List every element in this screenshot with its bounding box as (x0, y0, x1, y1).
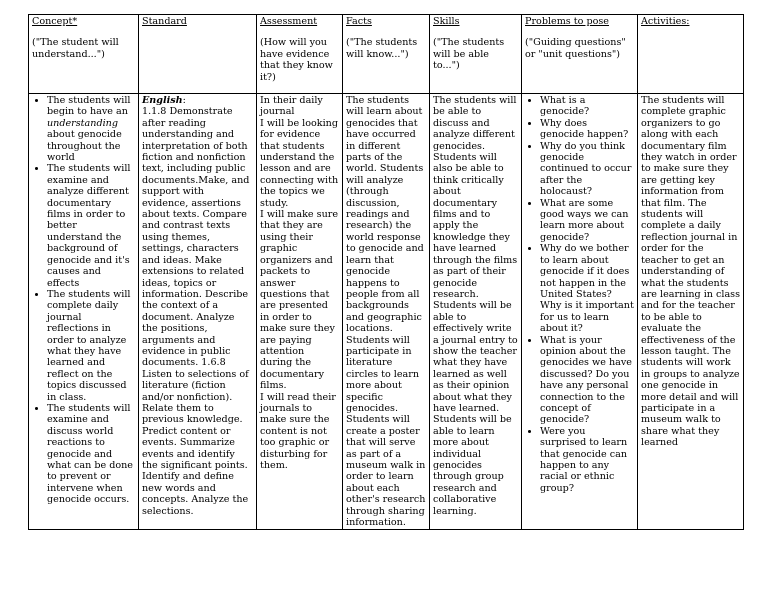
concept-heading: Concept* (32, 16, 78, 27)
question-item: • Why does genocide happen? (540, 118, 634, 141)
concept-item: • The students will examine and discuss world reactions to genocide and what can be done to prevent or intervene when genocide occurs. (47, 403, 135, 506)
facts-text: The students will learn about genocides that have occurred in different parts of the world. Students will analyze (through discussion, readings and research) the world response to genocide and learn that genocide happens to people from all backgrounds and geographic locations. Students will participate in literature circles to learn more about specific genocides. Students will create a poster that will serve as part of a museum walk in order to learn about each other's research through sharing information. (346, 95, 426, 529)
question-item: • What is a genocide? (540, 95, 634, 118)
facts-subheading: ("The students will know...") (346, 37, 418, 60)
activities-text: The students will complete graphic organizers to go along with each documentary film they watch in order to make sure they are getting key information from that film. The students will complete a daily reflection journal in order for the teacher to get an understanding of what the students are learning in class and for the teacher to be able to evaluate the effectiveness of the lesson taught. The students will work in groups to analyze one genocide in more detail and will participate in a museum walk to share what they learned (641, 95, 741, 449)
problems-subheading: ("Guiding questions" or "unit questions") (525, 37, 626, 60)
skills-heading: Skills (433, 16, 460, 27)
curriculum-planning-table (28, 14, 744, 530)
question-item: • What is your opinion about the genocides we have discussed? Do you have any personal connection to the concept of genocide? (540, 335, 634, 426)
assessment-text: I will make sure that they are using their graphic organizers and packets to answer questions that are presented in order to make sure they are paying attention during the documentary films. (260, 209, 339, 392)
assessment-cell (257, 94, 343, 530)
problems-heading: Problems to pose (525, 16, 609, 27)
header-concept (29, 15, 139, 94)
concept-item: • The students will complete daily journal reflections in order to analyze what they have learned and reflect on the topics discussed in class. (47, 289, 135, 403)
assessment-subheading: (How will you have evidence that they know it?) (260, 37, 333, 83)
facts-cell (343, 94, 430, 530)
header-standard (139, 15, 257, 94)
question-item: • What are some good ways we can learn more about genocide? (540, 198, 634, 244)
question-item: • Were you surprised to learn that genocide can happen to any racial or ethnic group? (540, 426, 634, 494)
question-item: • Why do you think genocide continued to occur after the holocaust? (540, 141, 634, 198)
question-item: • Why do we bother to learn about genocide if it does not happen in the United States? Why is it important for us to learn about it? (540, 243, 634, 334)
header-activities (638, 15, 744, 94)
assessment-text: I will be looking for evidence that students understand the lesson and are connecting with the topics we study. (260, 117, 339, 209)
assessment-text: In their daily journal (260, 95, 323, 118)
concept-item: • The students will examine and analyze different documentary films in order to better understand the background of genocide and it's causes and effects (47, 163, 135, 288)
skills-cell (430, 94, 522, 530)
header-facts (343, 15, 430, 94)
concept-list (32, 95, 135, 506)
standard-cell: English: 1.1.8 Demonstrate after reading understanding and interpretation of both fiction and nonfiction text, including public documents.Make, and support with evidence, assertions about texts. Compare and contrast texts using themes, settings, characters and ideas. Make extensions to related ideas, topics or information. Describe the context of a document. Analyze the positions, arguments and evidence in public documents. 1.6.8 Listen to selections of literature (fiction and/or nonfiction). Relate them to previous knowledge. Predict content or events. Summarize events and identify the significant points. Identify and define new words and concepts. Analyze the selections. (139, 94, 257, 530)
standard-subject-label: English (142, 95, 183, 106)
problems-list (525, 95, 634, 494)
assessment-heading: Assessment (260, 16, 318, 27)
standard-text: 1.1.8 Demonstrate after reading understanding and interpretation of both fiction and nonfiction text, including public documents.Make, and support with evidence, assertions about texts. Compare and contrast texts using themes, settings, characters and ideas. Make extensions to related ideas, topics or information. Describe the context of a document. Analyze the positions, arguments and evidence in public documents. 1.6.8 Listen to selections of literature (fiction and/or nonfiction). Relate them to previous knowledge. Predict content or events. Summarize events and identify the significant points. Identify and define new words and concepts. Analyze the selections. (142, 106, 250, 517)
header-assessment (257, 15, 343, 94)
skills-subheading: ("The students will be able to...") (433, 37, 505, 72)
header-row (29, 15, 744, 94)
content-row (29, 94, 744, 530)
problems-cell (522, 94, 638, 530)
concept-cell (29, 94, 139, 530)
facts-heading: Facts (346, 16, 372, 27)
skills-text: The students will be able to discuss and analyze different genocides. Students will also be able to think critically about documentary films and to apply the knowledge they have learned through the films as part of their genocide research. Students will be able to effectively write a journal entry to show the teacher what they have learned as well as their opinion about what they have learned. Students will be able to learn more about individual genocides through group research and collaborative learning. (433, 95, 518, 517)
activities-heading: Activities: (641, 16, 690, 27)
concept-subheading: ("The student will understand...") (32, 37, 119, 60)
activities-cell (638, 94, 744, 530)
standard-heading: Standard (142, 16, 187, 27)
assessment-text: I will read their journals to make sure the content is not too graphic or disturbing for them. (260, 391, 336, 471)
header-problems (522, 15, 638, 94)
concept-item: • The students will begin to have an understanding about genocide throughout the world (47, 95, 135, 163)
header-skills (430, 15, 522, 94)
